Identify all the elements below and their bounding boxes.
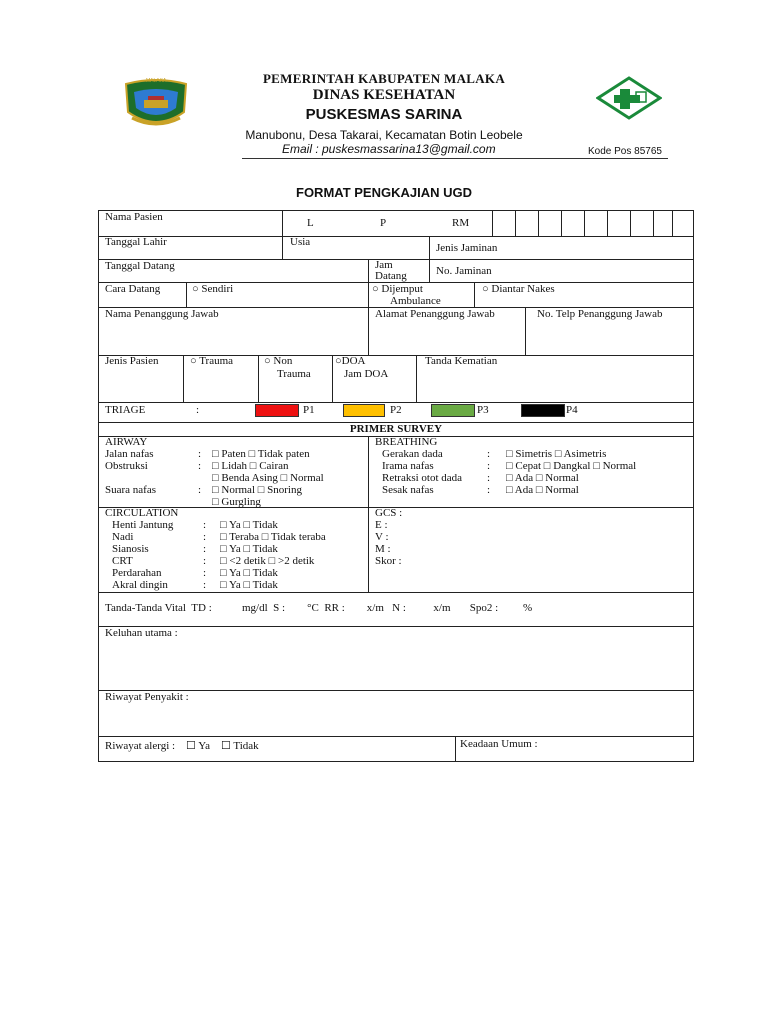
jalan-nafas-colon: : xyxy=(198,448,202,460)
rm-label: RM xyxy=(452,217,470,229)
non-trauma-option-2: Trauma xyxy=(277,368,311,380)
tanda-kematian-label: Tanda Kematian xyxy=(425,355,498,367)
suara-nafas-options[interactable]: □ Normal □ Snoring xyxy=(212,484,302,496)
header-postal: Kode Pos 85765 xyxy=(588,146,662,157)
riwayat-alergi-row[interactable]: Riwayat alergi : ☐ Ya ☐ Tidak xyxy=(105,740,259,752)
dijemput-option-2: Ambulance xyxy=(390,295,441,307)
gcs-skor: Skor : xyxy=(375,555,402,567)
retraksi-label: Retraksi otot dada xyxy=(382,472,463,484)
nadi-colon: : xyxy=(203,531,207,543)
akral-dingin-options[interactable]: □ Ya □ Tidak xyxy=(220,579,278,591)
retraksi-colon: : xyxy=(487,472,491,484)
henti-jantung-colon: : xyxy=(203,519,207,531)
p1-swatch[interactable] xyxy=(255,404,299,417)
jenis-pasien-label: Jenis Pasien xyxy=(105,355,159,367)
jam-datang-label-1: Jam xyxy=(375,259,393,271)
suara-nafas-options-2[interactable]: □ Gurgling xyxy=(212,496,261,508)
henti-jantung-options[interactable]: □ Ya □ Tidak xyxy=(220,519,278,531)
sianosis-label: Sianosis xyxy=(112,543,149,555)
keluhan-utama-label: Keluhan utama : xyxy=(105,627,178,639)
riwayat-penyakit-label: Riwayat Penyakit : xyxy=(105,691,189,703)
dijemput-option-1[interactable]: ○ Dijemput xyxy=(372,283,423,295)
alamat-pj-label: Alamat Penanggung Jawab xyxy=(375,308,495,320)
perdarahan-label: Perdarahan xyxy=(112,567,162,579)
gender-p-option[interactable]: P xyxy=(380,217,387,229)
header-clinic: PUSKESMAS SARINA xyxy=(305,106,463,123)
no-jaminan-label: No. Jaminan xyxy=(436,265,492,277)
jam-datang-label-2: Datang xyxy=(375,270,407,282)
doa-option[interactable]: ○DOA xyxy=(335,355,366,367)
p1-label: P1 xyxy=(303,404,315,416)
p4-label: P4 xyxy=(566,404,578,416)
jalan-nafas-options[interactable]: □ Paten □ Tidak paten xyxy=(212,448,310,460)
logo-text: MALAKA xyxy=(146,78,167,84)
nama-pasien-label: Nama Pasien xyxy=(105,211,163,223)
suara-nafas-colon: : xyxy=(198,484,202,496)
sianosis-colon: : xyxy=(203,543,207,555)
sesak-nafas-label: Sesak nafas xyxy=(382,484,434,496)
perdarahan-options[interactable]: □ Ya □ Tidak xyxy=(220,567,278,579)
p3-swatch[interactable] xyxy=(431,404,475,417)
sianosis-options[interactable]: □ Ya □ Tidak xyxy=(220,543,278,555)
akral-dingin-label: Akral dingin xyxy=(112,579,168,591)
tanggal-lahir-label: Tanggal Lahir xyxy=(105,236,167,248)
non-trauma-option-1[interactable]: ○ Non xyxy=(264,355,293,367)
header-dept: DINAS KESEHATAN xyxy=(312,87,456,103)
p2-swatch[interactable] xyxy=(343,404,385,417)
health-logo xyxy=(596,76,662,120)
obstruksi-options[interactable]: □ Lidah □ Cairan xyxy=(212,460,289,472)
crt-label: CRT xyxy=(112,555,133,567)
riwayat-penyakit-field[interactable] xyxy=(100,704,692,734)
vital-signs-row: Tanda-Tanda Vital TD : mg/dl S : °C RR : x/m N : x/m Spo2 : % xyxy=(105,602,533,614)
p2-label: P2 xyxy=(390,404,402,416)
perdarahan-colon: : xyxy=(203,567,207,579)
akral-dingin-colon: : xyxy=(203,579,207,591)
sesak-nafas-options[interactable]: □ Ada □ Normal xyxy=(506,484,579,496)
triage-colon: : xyxy=(196,404,200,416)
keadaan-umum-label: Keadaan Umum : xyxy=(460,738,538,750)
triage-label: TRIAGE xyxy=(105,404,146,416)
crt-options[interactable]: □ <2 detik □ >2 detik xyxy=(220,555,315,567)
primer-survey-title: PRIMER SURVEY xyxy=(349,423,443,435)
suara-nafas-label: Suara nafas xyxy=(105,484,157,496)
sesak-nafas-colon: : xyxy=(487,484,491,496)
retraksi-options[interactable]: □ Ada □ Normal xyxy=(506,472,579,484)
circulation-title: CIRCULATION xyxy=(105,507,179,519)
irama-nafas-colon: : xyxy=(487,460,491,472)
obstruksi-colon: : xyxy=(198,460,202,472)
trauma-option[interactable]: ○ Trauma xyxy=(190,355,234,367)
gender-l-option[interactable]: L xyxy=(307,217,314,229)
p4-swatch[interactable] xyxy=(521,404,565,417)
gcs-title: GCS : xyxy=(375,507,403,519)
henti-jantung-label: Henti Jantung xyxy=(112,519,174,531)
usia-label: Usia xyxy=(290,236,311,248)
form-title: FORMAT PENGKAJIAN UGD xyxy=(296,185,472,200)
nadi-label: Nadi xyxy=(112,531,134,543)
header-address: Manubonu, Desa Takarai, Kecamatan Botin Leobele xyxy=(245,128,523,142)
crt-colon: : xyxy=(203,555,207,567)
nama-pj-label: Nama Penanggung Jawab xyxy=(105,308,219,320)
gcs-e: E : xyxy=(375,519,388,531)
irama-nafas-label: Irama nafas xyxy=(382,460,434,472)
obstruksi-options-2[interactable]: □ Benda Asing □ Normal xyxy=(212,472,324,484)
gerakan-dada-options[interactable]: □ Simetris □ Asimetris xyxy=(506,448,607,460)
p3-label: P3 xyxy=(477,404,489,416)
keluhan-utama-field[interactable] xyxy=(100,640,692,688)
diantar-option[interactable]: ○ Diantar Nakes xyxy=(482,283,555,295)
header-gov: PEMERINTAH KABUPATEN MALAKA xyxy=(262,71,506,86)
tanggal-datang-label: Tanggal Datang xyxy=(105,260,175,272)
header-email: Email : puskesmassarina13@gmail.com xyxy=(282,142,496,156)
jenis-jaminan-label: Jenis Jaminan xyxy=(436,242,498,254)
telp-pj-label: No. Telp Penanggung Jawab xyxy=(537,308,663,320)
gerakan-dada-label: Gerakan dada xyxy=(382,448,443,460)
sendiri-option[interactable]: ○ Sendiri xyxy=(192,283,234,295)
irama-nafas-options[interactable]: □ Cepat □ Dangkal □ Normal xyxy=(506,460,637,472)
obstruksi-label: Obstruksi xyxy=(105,460,148,472)
gcs-v: V : xyxy=(375,531,389,543)
jam-doa-label: Jam DOA xyxy=(344,368,389,380)
airway-title: AIRWAY xyxy=(105,436,148,448)
header-rule xyxy=(242,158,668,159)
gcs-m: M : xyxy=(375,543,391,555)
cara-datang-label: Cara Datang xyxy=(105,283,161,295)
gerakan-dada-colon: : xyxy=(487,448,491,460)
nadi-options[interactable]: □ Teraba □ Tidak teraba xyxy=(220,531,326,543)
breathing-title: BREATHING xyxy=(375,436,438,448)
jalan-nafas-label: Jalan nafas xyxy=(105,448,154,460)
